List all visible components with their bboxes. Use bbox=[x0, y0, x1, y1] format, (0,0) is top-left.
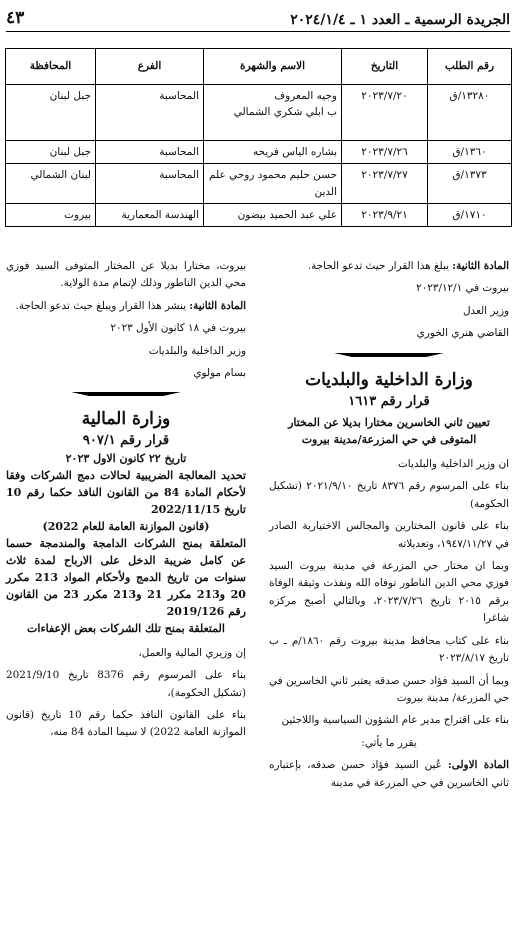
col-header-branch: الفرع bbox=[96, 49, 204, 85]
col-header-name: الاسم والشهرة bbox=[204, 49, 342, 85]
paragraph: بناء على المرسوم رقم 8376 تاريخ 2021/9/10 (تشكيل الحكومة)، bbox=[6, 669, 246, 699]
paragraph: بيروت، مختارا بديلا عن المختار المتوفى السيد فوزي محي الدين الناطور وذلك لإتمام مدة الولاية. bbox=[6, 260, 246, 290]
table-row bbox=[6, 85, 512, 141]
article-text: ينشر هذا القرار ويبلغ حيث تدعو الحاجة. bbox=[15, 299, 186, 312]
cell-branch: الهندسة المعمارية bbox=[96, 203, 204, 226]
article-text: عُين السيد فؤاد حسن صدقه، بإعتباره ثاني الخاسرين في حي المزرعة في مدينة bbox=[269, 759, 509, 789]
paragraph: بناء على اقتراح مدير عام الشؤون السياسية واللاجئين bbox=[281, 714, 509, 727]
page-header bbox=[6, 6, 510, 32]
table-row bbox=[6, 203, 512, 226]
date-line: بيروت في ١٨ كانون الأول ٢٠٢٣ bbox=[110, 322, 246, 335]
table-row bbox=[6, 164, 512, 204]
signer-title: وزير العدل bbox=[462, 304, 509, 317]
article-text: يبلغ هذا القرار حيث تدعو الحاجة. bbox=[307, 260, 449, 272]
ministry-title: وزارة الداخلية والبلديات bbox=[305, 369, 473, 390]
cell-name: علي عبد الحميد بيضون bbox=[204, 203, 342, 226]
paragraph: بناء على كتاب محافظ مدينة بيروت رقم ١٨٦٠/م ـ ب تاريخ ٢٠٢٣/٨/١٧ bbox=[269, 634, 509, 665]
cell-branch: المحاسبة bbox=[96, 85, 204, 141]
cell-request: ١٣٧٣/ق bbox=[428, 164, 512, 204]
article-label: المادة الاولى: bbox=[447, 759, 509, 772]
left-column bbox=[6, 258, 246, 747]
cell-name: حسن حليم محمود روحي علم الدين bbox=[204, 164, 342, 204]
signer-title: وزير الداخلية والبلديات bbox=[148, 344, 246, 357]
cell-governorate: بيروت bbox=[6, 203, 96, 226]
cell-branch: المحاسبة bbox=[96, 164, 204, 204]
decision-subject: تحديد المعالجة الضريبية لحالات دمج الشركات وفقا لأحكام المادة 84 من القانون النافذ حكما رقم 10 تاريخ 2022/11/15 bbox=[6, 468, 247, 516]
cell-name: بشاره الياس فريحه bbox=[204, 141, 342, 164]
article-label: المادة الثانية: bbox=[452, 260, 509, 272]
paragraph: وبما ان مختار حي المزرعة في مدينة بيروت السيد فوزي محي الدين الناطور توفاه الله ونفذت وثيقة الوفاة برقم ٢٠١٥ تاريخ ٢٠٢٣/٧/٢٦، وبالتالي أصبح مركزه شاغرا bbox=[269, 560, 510, 625]
date-line: بيروت في ٢٠٢٣/١٢/١ bbox=[416, 282, 509, 295]
paragraph: ان وزير الداخلية والبلديات bbox=[398, 458, 509, 471]
right-column bbox=[269, 258, 509, 797]
ministry-title: وزارة المالية bbox=[81, 409, 171, 430]
cell-request: ١٧١٠/ق bbox=[428, 203, 512, 226]
decides-line: يقرر ما يأتي: bbox=[361, 736, 417, 749]
signer-name: القاضي هنري الخوري bbox=[416, 327, 509, 340]
decision-subject: تعيين ثاني الخاسرين مختارا بديلا عن المختار المتوفى في حي المزرعة/مدينة بيروت bbox=[288, 416, 490, 447]
article-label: المادة الثانية: bbox=[189, 299, 246, 312]
cell-branch: المحاسبة bbox=[96, 141, 204, 164]
cell-request: ١٣٦٠/ق bbox=[428, 141, 512, 164]
signer-name: بسام مولوي bbox=[193, 367, 246, 380]
col-header-request: رقم الطلب bbox=[428, 49, 512, 85]
decision-number: قرار رقم ٩٠٧/١ bbox=[82, 433, 170, 449]
cell-date: ٢٠٢٣/٧/٢٦ bbox=[342, 141, 428, 164]
ornament-divider bbox=[269, 349, 509, 361]
cell-date: ٢٠٢٣/٩/٢١ bbox=[342, 203, 428, 226]
cell-governorate: جبل لبنان bbox=[6, 85, 96, 141]
paragraph: إن وزيري المالية والعمل، bbox=[138, 646, 246, 659]
table-row bbox=[6, 141, 512, 164]
decision-number: قرار رقم ١٦١٣ bbox=[348, 393, 430, 409]
cell-date: ٢٠٢٣/٧/٢٧ bbox=[342, 164, 428, 204]
paragraph: بناء على القانون النافذ حكما رقم 10 تاريخ (قانون الموازنة العامة 2022) لا سيما المادة 84 منه، bbox=[6, 709, 247, 739]
decision-subject: المتعلقة بمنح تلك الشركات بعض الإعفاءات bbox=[27, 621, 225, 635]
cell-request: ١٣٢٨٠/ق bbox=[428, 85, 512, 141]
page-number: ٤٣ bbox=[6, 8, 25, 28]
cell-date: ٢٠٢٣/٧/٢٠ bbox=[342, 85, 428, 141]
ornament-divider bbox=[6, 388, 246, 400]
cell-governorate: لبنان الشمالي bbox=[6, 164, 96, 204]
publication-title: الجريدة الرسمية ـ العدد ١ ـ ٢٠٢٤/١/٤ bbox=[290, 12, 510, 28]
decision-subject-note: (قانون الموازنة العامة للعام 2022) bbox=[42, 519, 210, 533]
cell-governorate: جبل لبنان bbox=[6, 141, 96, 164]
paragraph: بناء على المرسوم رقم ٨٣٧٦ تاريخ ٢٠٢١/٩/١٠ (تشكيل الحكومة) bbox=[269, 480, 509, 510]
decision-subject: المتعلقة بمنح الشركات الدامجة والمندمجة حسما عن كامل ضريبة الدخل على الارباح لمدة ثلاث سنوات من تاريخ الدمج ولأحكام المواد 213 مكرر 20 و213 مكرر 21 و213 مكرر 23 من القانون رقم 2019/126 bbox=[6, 536, 246, 618]
decision-date: تاريخ ٢٢ كانون الاول ٢٠٢٣ bbox=[65, 451, 187, 465]
cell-name: وجيه المعروف ب ابلي شكري الشمالي bbox=[204, 85, 342, 141]
paragraph: وبما أن السيد فؤاد حسن صدقه يعتبر ثاني الخاسرين في حي المزرعة/ مدينة بيروت bbox=[269, 674, 509, 704]
paragraph: بناء على قانون المختارين والمجالس الاختيارية الصادر في ١٩٤٧/١١/٢٧، وتعديلاته bbox=[269, 520, 509, 550]
applications-table bbox=[5, 48, 512, 227]
col-header-date: التاريخ bbox=[342, 49, 428, 85]
col-header-governorate: المحافظة bbox=[6, 49, 96, 85]
